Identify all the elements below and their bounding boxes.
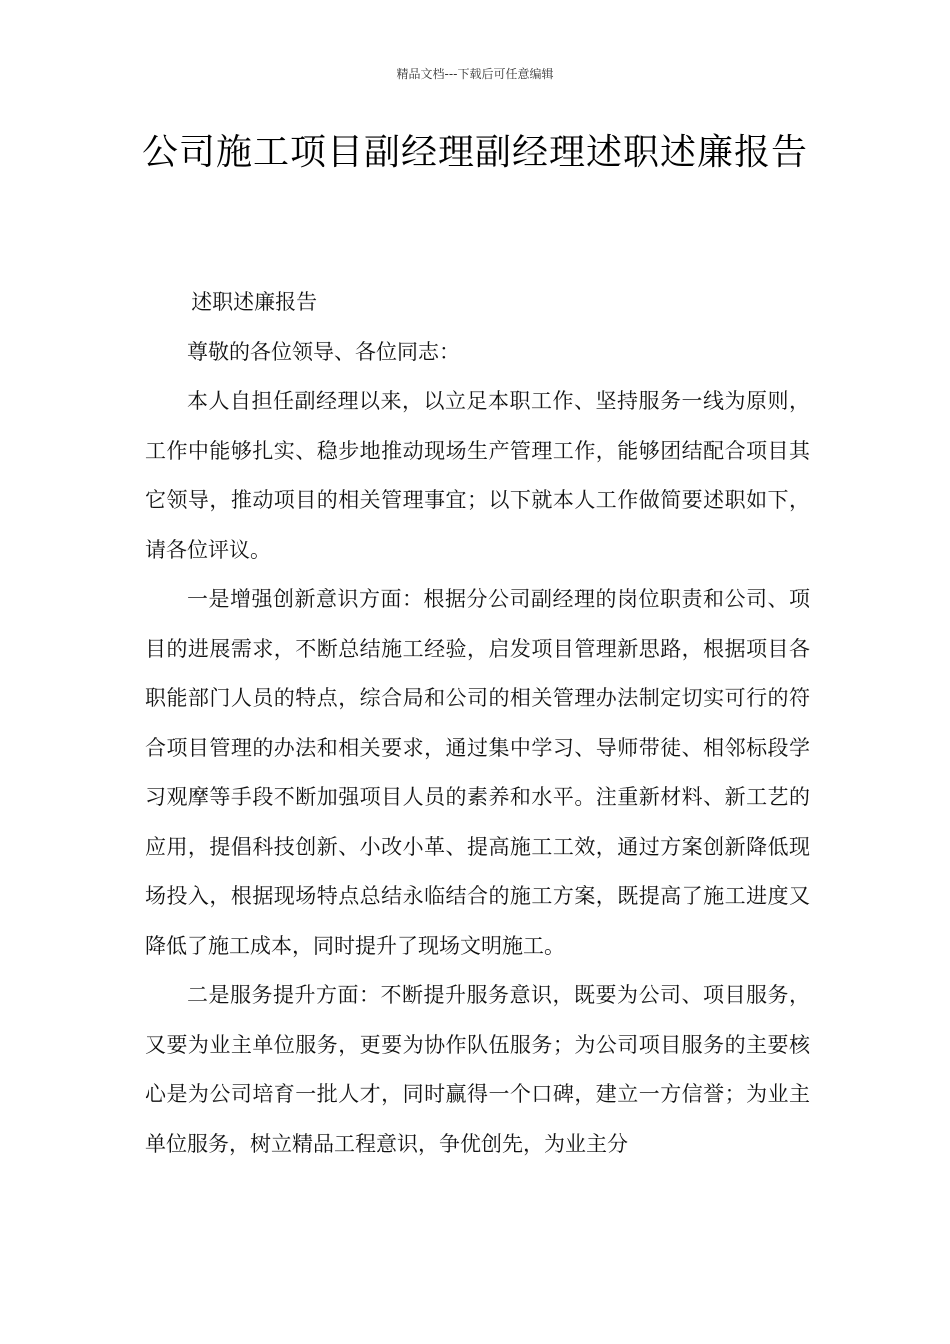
paragraph-intro: 本人自担任副经理以来，以立足本职工作、坚持服务一线为原则，工作中能够扎实、稳步地推动现场生产管理工作，能够团结配合项目其它领导，推动项目的相关管理事宜；以下就本人工作做简要述职如下，请各位评议。 bbox=[145, 389, 810, 562]
paragraph-innovation: 一是增强创新意识方面：根据分公司副经理的岗位职责和公司、项目的进展需求，不断总结施工经验，启发项目管理新思路，根据项目各职能部门人员的特点，综合局和公司的相关管理办法制定切实可行的符合项目管理的办法和相关要求，通过集中学习、导师带徒、相邻标段学习观摩等手段不断加强项目人员的素养和水平。注重新材料、新工艺的应用，提倡科技创新、小改小革、提高施工工效，通过方案创新降低现场投入，根据现场特点总结永临结合的施工方案，既提高了施工进度又降低了施工成本，同时提升了现场文明施工。 bbox=[145, 587, 810, 958]
report-subtitle: 述职述廉报告 bbox=[191, 290, 318, 314]
header-note: 精品文档---下载后可任意编辑 bbox=[396, 67, 554, 81]
paragraph-service: 二是服务提升方面：不断提升服务意识，既要为公司、项目服务，又要为业主单位服务，更要为协作队伍服务；为公司项目服务的主要核心是为公司培育一批人才，同时赢得一个口碑，建立一方信誉；为业主单位服务，树立精品工程意识，争优创先，为业主分 bbox=[145, 983, 810, 1156]
document-body bbox=[145, 278, 810, 1169]
salutation: 尊敬的各位领导、各位同志： bbox=[187, 339, 460, 364]
document-title: 公司施工项目副经理副经理述职述廉报告 bbox=[141, 132, 808, 173]
